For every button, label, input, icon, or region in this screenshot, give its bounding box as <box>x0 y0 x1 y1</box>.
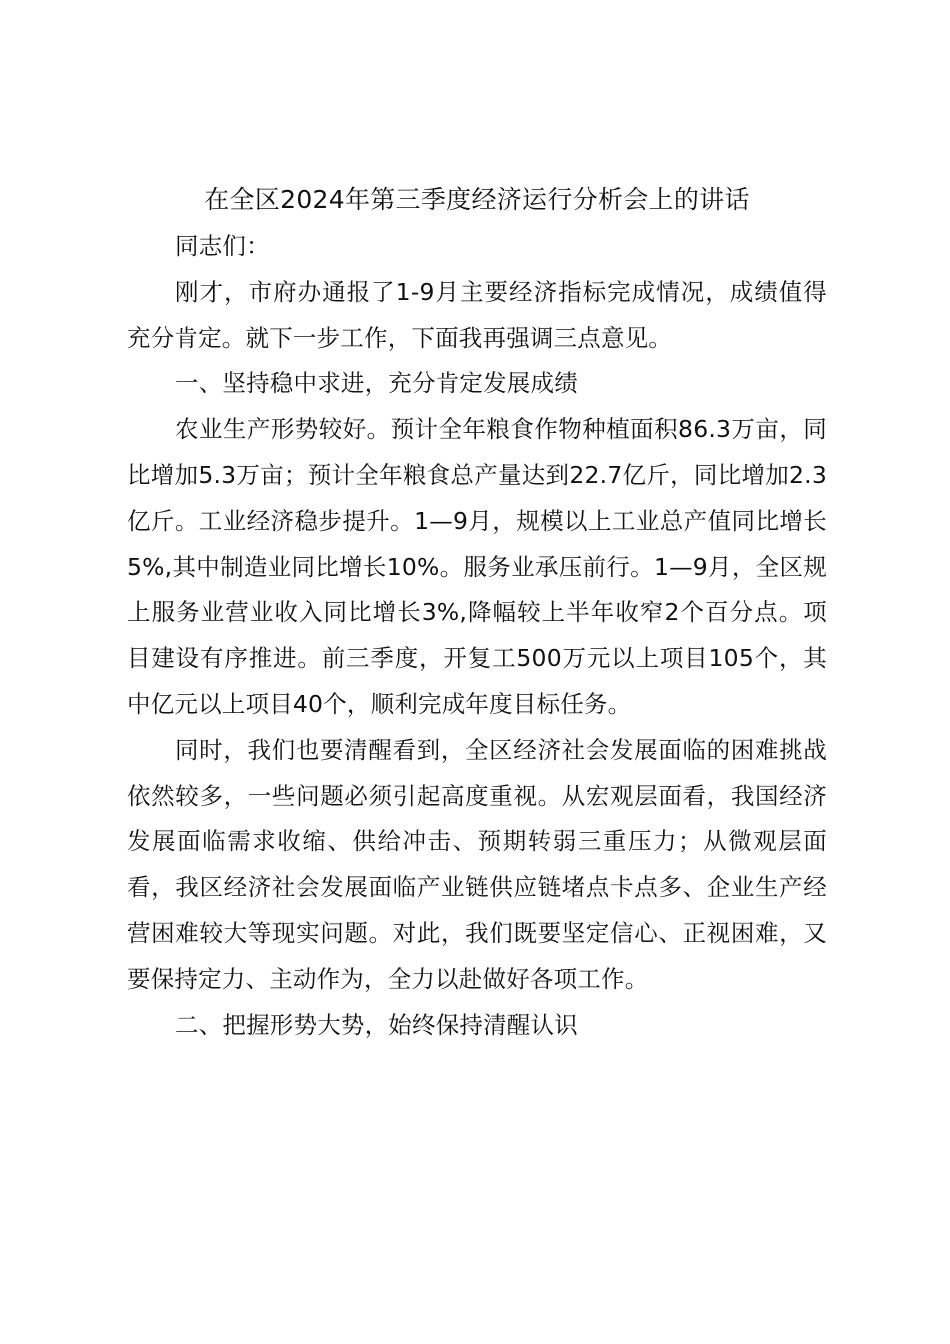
section-1-heading: 一、坚持稳中求进，充分肯定发展成绩 <box>175 369 578 398</box>
section-1-paragraph-1: 农业生产形势较好。预计全年粮食作物种植面积86.3万亩，同比增加5.3万亩；预计全年粮食总产量达到22.7亿斤，同比增加2.3亿斤。工业经济稳步提升。1—9月，规模以上工业总产值同比增长5%,其中制造业同比增长10%。服务业承压前行。1—9月，全区规上服务业营业收入同比增长3%,降幅较上半年收窄2个百分点。项目建设有序推进。前三季度，开复工500万元以上项目105个，其中亿元以上项目40个，顺利完成年度目标任务。 <box>127 415 827 718</box>
document-title: 在全区2024年第三季度经济运行分析会上的讲话 <box>204 185 750 214</box>
document-page <box>127 176 827 1048</box>
intro-paragraph: 刚才，市府办通报了1-9月主要经济指标完成情况，成绩值得充分肯定。就下一步工作，下面我再强调三点意见。 <box>127 277 827 352</box>
section-2-heading: 二、把握形势大势，始终保持清醒认识 <box>175 1010 578 1039</box>
salutation: 同志们： <box>175 232 270 260</box>
section-1-paragraph-2: 同时，我们也要清醒看到，全区经济社会发展面临的困难挑战依然较多，一些问题必须引起高度重视。从宏观层面看，我国经济发展面临需求收缩、供给冲击、预期转弱三重压力；从微观层面看，我区经济社会发展面临产业链供应链堵点卡点多、企业生产经营困难较大等现实问题。对此，我们既要坚定信心、正视困难，又要保持定力、主动作为，全力以赴做好各项工作。 <box>127 735 827 993</box>
